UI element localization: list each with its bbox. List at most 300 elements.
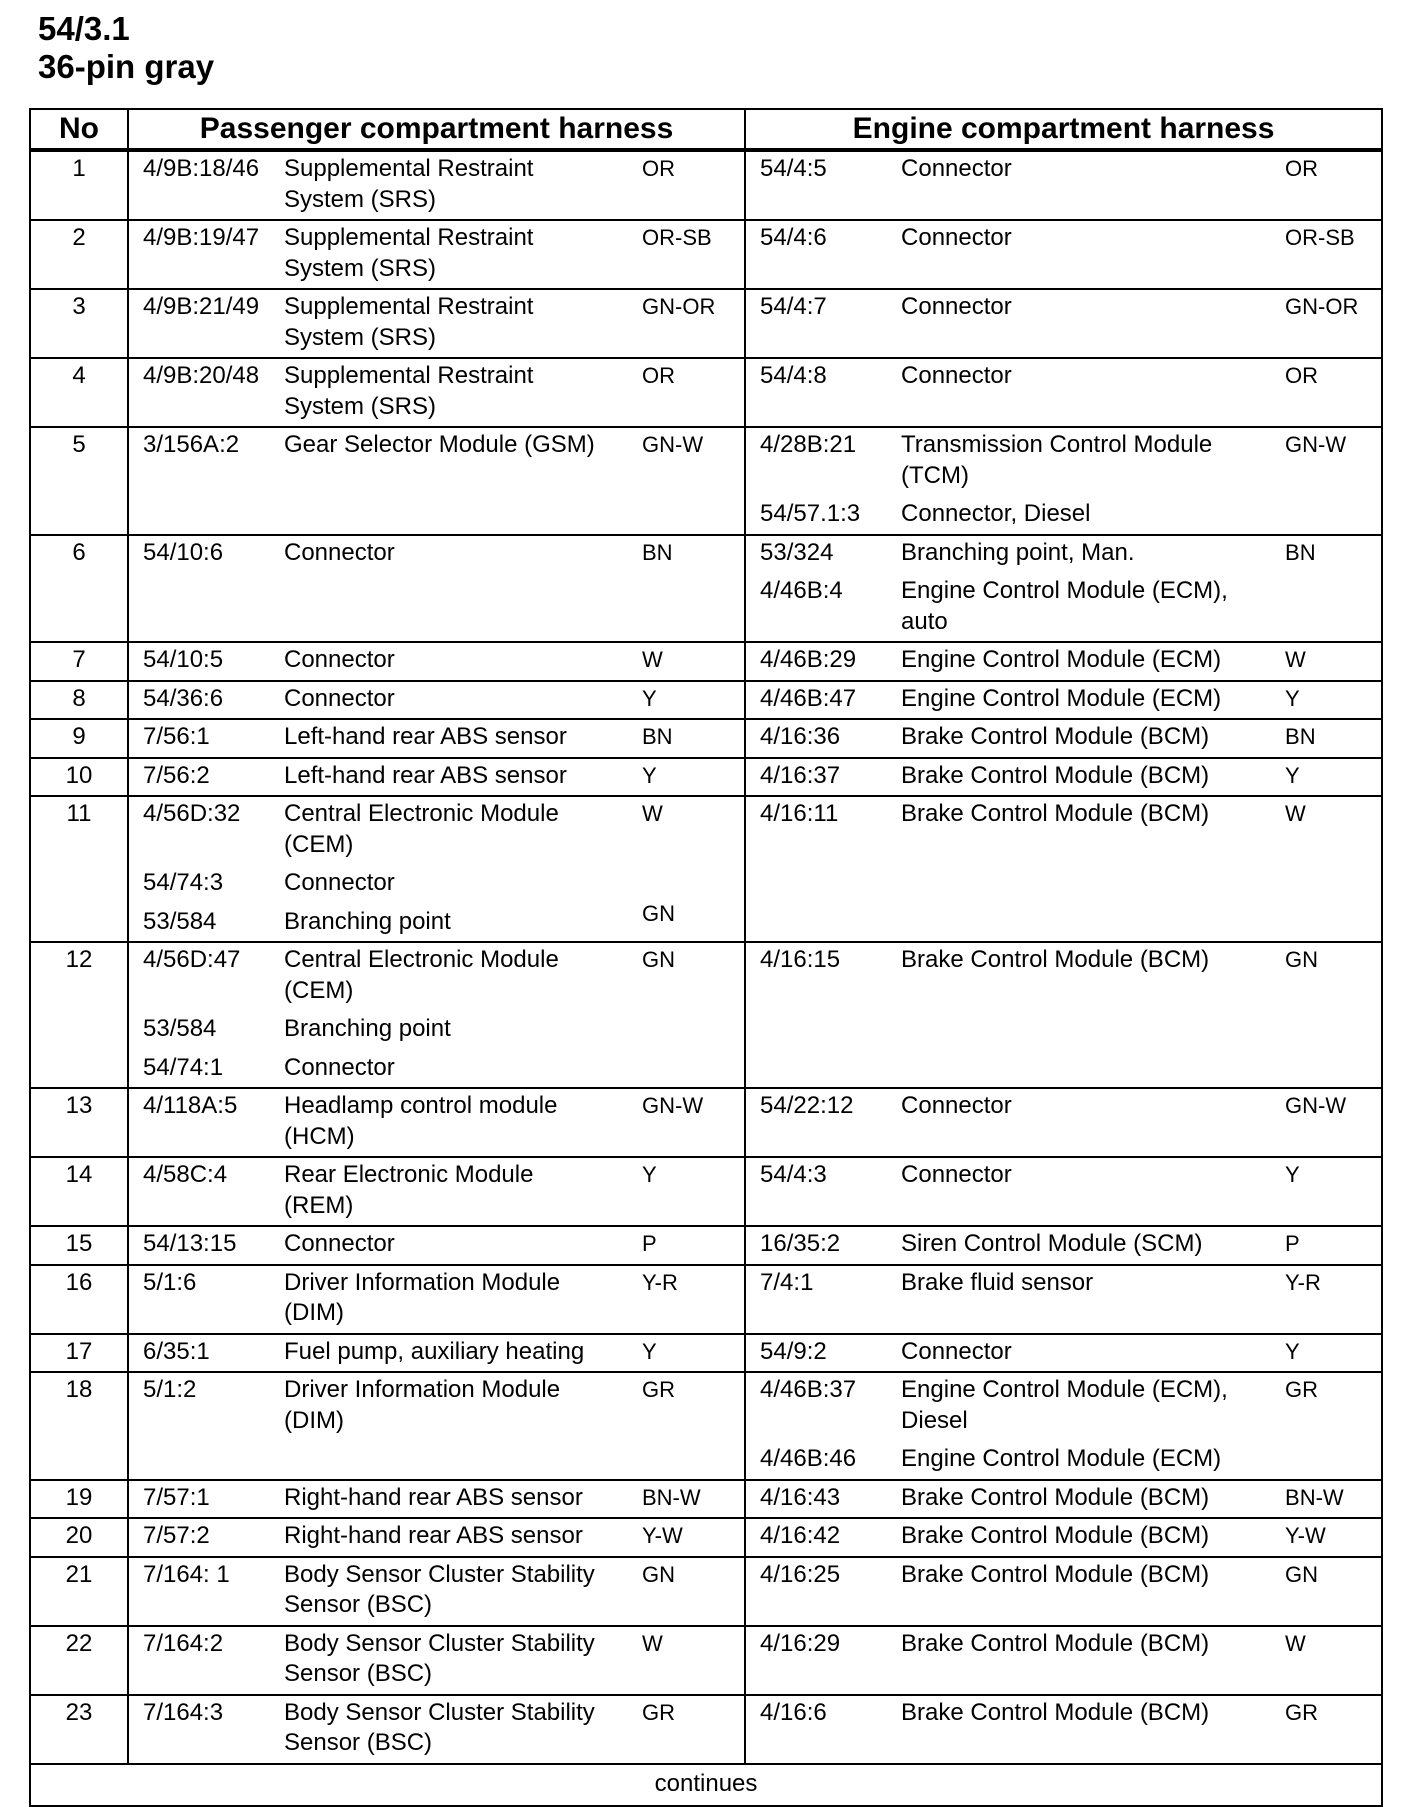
passenger-desc-cell (270, 642, 628, 681)
engine-wire-color (1271, 1557, 1382, 1626)
engine-wire-color (1271, 220, 1382, 289)
passenger-desc-cell (270, 535, 628, 643)
engine-desc: Engine Control Module (ECM), (901, 1376, 1228, 1403)
passenger-wire-color (628, 1334, 745, 1373)
passenger-desc-cell (270, 1372, 628, 1480)
passenger-code-cell (128, 758, 270, 797)
passenger-wire-color (628, 1088, 745, 1157)
passenger-wire-color (628, 1695, 745, 1764)
table-row (30, 1557, 1382, 1626)
engine-code-cell (745, 1557, 887, 1626)
wire-color-code: Y (1285, 1162, 1300, 1187)
passenger-desc: Sensor (BSC) (284, 1729, 433, 1756)
wire-color-code: GR (1285, 1699, 1319, 1725)
passenger-wire-color (628, 642, 745, 681)
passenger-desc: Body Sensor Cluster Stability (284, 1698, 595, 1726)
passenger-desc-cell (270, 427, 628, 535)
passenger-wire-color (628, 942, 745, 1088)
wire-color-code: BN-W (1285, 1484, 1344, 1510)
wire-color-code: GN (642, 1561, 675, 1587)
page-heading (38, 10, 214, 86)
engine-wire-color (1271, 719, 1382, 758)
wire-color-code: OR-SB (642, 225, 712, 250)
passenger-desc: (DIM) (284, 1406, 344, 1434)
pin-number: 15 (30, 1226, 128, 1265)
engine-wire-color (1271, 1226, 1382, 1265)
engine-code: 4/46B:46 (760, 1445, 857, 1472)
wire-color-code: GN (1285, 1561, 1319, 1587)
wire-color-code: GN-OR (642, 294, 716, 319)
engine-desc: Connector (901, 1092, 1012, 1119)
engine-desc: Transmission Control Module (901, 431, 1213, 458)
passenger-wire-color (628, 796, 745, 942)
pin-number: 14 (30, 1157, 128, 1226)
engine-code: 4/16:11 (760, 800, 839, 827)
engine-wire-color (1271, 681, 1382, 720)
wire-color-code: OR (1285, 156, 1319, 181)
table-row (30, 681, 1382, 720)
engine-wire-color (1271, 1157, 1382, 1226)
engine-code: 4/16:36 (760, 723, 841, 750)
table-row (30, 1334, 1382, 1373)
passenger-code-cell (128, 1334, 270, 1373)
passenger-code-cell (128, 681, 270, 720)
engine-desc-cell (887, 427, 1271, 535)
engine-desc: Engine Control Module (ECM), (901, 577, 1228, 604)
wire-color-code: W (1285, 801, 1306, 826)
wire-color-code: Y-R (1285, 1269, 1321, 1295)
passenger-wire-color (628, 289, 745, 358)
engine-wire-color (1271, 427, 1382, 535)
engine-code: 53/324 (760, 538, 834, 566)
passenger-desc: (DIM) (284, 1299, 344, 1326)
table-row (30, 150, 1382, 220)
passenger-code: 7/56:2 (143, 761, 210, 789)
engine-desc: Engine Control Module (ECM) (901, 646, 1222, 673)
engine-code-cell (745, 150, 887, 220)
engine-wire-color (1271, 1626, 1382, 1695)
engine-desc: Brake fluid sensor (901, 1268, 1094, 1296)
table-row (30, 1088, 1382, 1157)
wire-color-code: GN (642, 900, 675, 926)
passenger-desc: Right-hand rear ABS sensor (284, 1522, 583, 1549)
engine-desc: Brake Control Module (BCM) (901, 1560, 1210, 1588)
engine-code: 4/46B:37 (760, 1376, 857, 1403)
engine-wire-color (1271, 289, 1382, 358)
engine-code-cell (745, 681, 887, 720)
pin-number: 12 (30, 942, 128, 1088)
engine-desc-cell (887, 758, 1271, 797)
engine-desc: Brake Control Module (BCM) (901, 761, 1210, 789)
passenger-code-cell (128, 358, 270, 427)
passenger-code: 4/56D:47 (143, 946, 241, 973)
engine-wire-color (1271, 1334, 1382, 1373)
table-row (30, 942, 1382, 1088)
wire-color-code: BN-W (642, 1484, 701, 1510)
passenger-desc: Body Sensor Cluster Stability (284, 1629, 595, 1657)
passenger-wire-color (628, 1518, 745, 1557)
pin-number: 21 (30, 1557, 128, 1626)
passenger-code: 4/58C:4 (143, 1161, 228, 1188)
passenger-code-cell (128, 1626, 270, 1695)
engine-code: 54/4:3 (760, 1161, 827, 1188)
header-no: No (30, 109, 128, 150)
engine-code-cell (745, 642, 887, 681)
engine-code: 4/16:43 (760, 1483, 841, 1511)
passenger-code: 7/164: 1 (143, 1560, 230, 1588)
passenger-desc: Connector (284, 869, 395, 896)
engine-desc-cell (887, 1557, 1271, 1626)
wire-color-code: Y-R (642, 1269, 678, 1295)
passenger-wire-color (628, 719, 745, 758)
passenger-desc: Sensor (BSC) (284, 1660, 433, 1687)
engine-code: 54/57.1:3 (760, 500, 861, 527)
table-row (30, 642, 1382, 681)
engine-code-cell (745, 358, 887, 427)
wire-color-code: GN-W (1285, 432, 1347, 457)
wire-color-code: W (642, 647, 663, 672)
header-engine-harness: Engine compartment harness (745, 109, 1382, 150)
engine-desc-cell (887, 1157, 1271, 1226)
table-row (30, 427, 1382, 535)
passenger-code: 54/10:5 (143, 646, 224, 673)
passenger-wire-color (628, 358, 745, 427)
passenger-desc-cell (270, 1518, 628, 1557)
engine-desc: Connector (901, 155, 1012, 182)
table-row (30, 289, 1382, 358)
passenger-desc-cell (270, 1626, 628, 1695)
passenger-code: 7/57:1 (143, 1483, 210, 1511)
heading-connector-id: 54/3.1 (38, 10, 130, 47)
engine-code-cell (745, 1226, 887, 1265)
engine-code-cell (745, 1626, 887, 1695)
passenger-desc: Driver Information Module (284, 1376, 561, 1403)
passenger-desc-cell (270, 150, 628, 220)
engine-desc: Connector (901, 1337, 1012, 1365)
passenger-code: 54/13:15 (143, 1230, 237, 1257)
table-row (30, 220, 1382, 289)
passenger-desc: Central Electronic Module (284, 800, 559, 827)
passenger-code-cell (128, 642, 270, 681)
wire-color-code: Y (642, 1162, 657, 1187)
passenger-desc: Sensor (BSC) (284, 1591, 433, 1618)
passenger-desc: System (SRS) (284, 392, 437, 420)
table-row (30, 1157, 1382, 1226)
table-row (30, 535, 1382, 643)
wire-color-code: GR (642, 1377, 675, 1402)
table-header-row (30, 109, 1382, 150)
passenger-desc-cell (270, 942, 628, 1088)
passenger-wire-color (628, 1372, 745, 1480)
engine-desc: Branching point, Man. (901, 538, 1135, 566)
engine-code-cell (745, 1695, 887, 1764)
passenger-desc: Connector (284, 538, 395, 566)
pin-number: 7 (30, 642, 128, 681)
engine-code: 4/46B:4 (760, 577, 843, 604)
passenger-wire-color (628, 220, 745, 289)
engine-desc: Brake Control Module (BCM) (901, 1522, 1210, 1549)
engine-desc: Connector (901, 293, 1012, 320)
passenger-desc: Branching point (284, 1015, 451, 1042)
passenger-desc: Connector (284, 684, 395, 712)
passenger-desc: (CEM) (284, 830, 354, 858)
passenger-code: 54/10:6 (143, 538, 224, 566)
passenger-code: 53/584 (143, 907, 217, 935)
passenger-code: 5/1:6 (143, 1268, 197, 1296)
passenger-wire-color (628, 1557, 745, 1626)
wire-color-code: P (642, 1231, 657, 1256)
engine-code: 16/35:2 (760, 1230, 841, 1257)
passenger-code: 4/9B:18/46 (143, 155, 260, 182)
pin-number: 13 (30, 1088, 128, 1157)
passenger-desc: Headlamp control module (284, 1092, 558, 1119)
passenger-code: 5/1:2 (143, 1376, 197, 1403)
pin-number: 3 (30, 289, 128, 358)
passenger-wire-color (628, 150, 745, 220)
pin-number: 11 (30, 796, 128, 942)
engine-code: 54/4:6 (760, 224, 827, 251)
table-row (30, 1626, 1382, 1695)
engine-code-cell (745, 220, 887, 289)
engine-code: 4/28B:21 (760, 431, 857, 458)
passenger-code-cell (128, 942, 270, 1088)
engine-wire-color (1271, 796, 1382, 942)
passenger-desc: Connector (284, 1230, 395, 1257)
passenger-code: 54/74:3 (143, 869, 224, 896)
engine-desc: Brake Control Module (BCM) (901, 946, 1210, 973)
wire-color-code: BN (642, 724, 673, 749)
passenger-desc: System (SRS) (284, 323, 437, 351)
passenger-desc-cell (270, 796, 628, 942)
passenger-code: 4/9B:21/49 (143, 293, 260, 320)
passenger-code: 4/9B:20/48 (143, 362, 260, 389)
engine-desc: auto (901, 607, 948, 635)
passenger-code: 54/74:1 (143, 1053, 224, 1081)
engine-desc: Connector (901, 224, 1012, 251)
passenger-desc: Fuel pump, auxiliary heating (284, 1337, 585, 1365)
wire-color-code: BN (1285, 539, 1316, 565)
wire-color-code: OR-SB (1285, 225, 1355, 250)
passenger-code-cell (128, 1265, 270, 1334)
passenger-wire-color (628, 1265, 745, 1334)
engine-desc: Engine Control Module (ECM) (901, 1445, 1222, 1472)
wire-color-code: Y (1285, 1338, 1300, 1364)
passenger-desc: Connector (284, 646, 395, 673)
passenger-desc-cell (270, 1480, 628, 1519)
passenger-desc-cell (270, 719, 628, 758)
wire-color-code: W (642, 801, 663, 826)
passenger-code-cell (128, 719, 270, 758)
engine-desc-cell (887, 1088, 1271, 1157)
pin-number: 18 (30, 1372, 128, 1480)
wire-color-code: GR (642, 1699, 675, 1725)
engine-desc: Brake Control Module (BCM) (901, 1483, 1210, 1511)
engine-wire-color (1271, 1088, 1382, 1157)
engine-desc: Brake Control Module (BCM) (901, 723, 1210, 750)
passenger-desc-cell (270, 1157, 628, 1226)
heading-connector-type: 36-pin gray (38, 48, 215, 85)
engine-desc: Connector, Diesel (901, 500, 1091, 527)
passenger-code-cell (128, 1557, 270, 1626)
engine-code-cell (745, 1372, 887, 1480)
passenger-wire-color (628, 427, 745, 535)
wire-color-code: Y-W (642, 1523, 683, 1548)
wire-color-code: W (642, 1630, 663, 1656)
passenger-code: 7/56:1 (143, 723, 210, 750)
table-row (30, 1480, 1382, 1519)
passenger-desc: Rear Electronic Module (284, 1161, 534, 1188)
wire-color-code: Y (642, 685, 657, 711)
wire-color-code: W (1285, 1630, 1306, 1656)
engine-desc: Brake Control Module (BCM) (901, 800, 1210, 827)
passenger-code-cell (128, 1157, 270, 1226)
passenger-desc-cell (270, 289, 628, 358)
wire-color-code: GN-OR (1285, 294, 1359, 319)
passenger-desc-cell (270, 1334, 628, 1373)
passenger-desc: System (SRS) (284, 185, 437, 213)
passenger-code: 7/164:2 (143, 1629, 224, 1657)
wire-color-code: BN (1285, 724, 1316, 749)
table-row (30, 358, 1382, 427)
engine-code-cell (745, 719, 887, 758)
engine-desc: Connector (901, 362, 1012, 389)
wire-color-code: GN-W (1285, 1093, 1347, 1118)
engine-desc-cell (887, 358, 1271, 427)
passenger-code-cell (128, 1226, 270, 1265)
engine-code-cell (745, 535, 887, 643)
passenger-desc: Driver Information Module (284, 1268, 561, 1296)
pin-number: 23 (30, 1695, 128, 1764)
wire-color-code: Y (642, 762, 657, 788)
passenger-desc-cell (270, 1265, 628, 1334)
passenger-code-cell (128, 1480, 270, 1519)
table-row (30, 796, 1382, 942)
table-row (30, 758, 1382, 797)
wire-color-code: GN (642, 947, 675, 972)
engine-wire-color (1271, 1695, 1382, 1764)
engine-desc-cell (887, 796, 1271, 942)
wire-color-code: GN (1285, 947, 1319, 972)
pin-number: 9 (30, 719, 128, 758)
engine-desc-cell (887, 220, 1271, 289)
wire-color-code: Y-W (1285, 1523, 1326, 1548)
engine-desc-cell (887, 1695, 1271, 1764)
passenger-code-cell (128, 1518, 270, 1557)
engine-desc: Brake Control Module (BCM) (901, 1629, 1210, 1657)
passenger-desc: Supplemental Restraint (284, 224, 534, 251)
engine-desc-cell (887, 1480, 1271, 1519)
engine-code-cell (745, 1157, 887, 1226)
pin-number: 19 (30, 1480, 128, 1519)
passenger-code: 7/57:2 (143, 1522, 210, 1549)
engine-desc: Connector (901, 1161, 1012, 1188)
engine-code: 4/16:37 (760, 761, 841, 789)
engine-code: 4/46B:29 (760, 646, 857, 673)
passenger-desc-cell (270, 1088, 628, 1157)
passenger-wire-color (628, 1480, 745, 1519)
pin-number: 4 (30, 358, 128, 427)
pin-number: 6 (30, 535, 128, 643)
engine-code-cell (745, 427, 887, 535)
table-row (30, 1695, 1382, 1764)
wire-color-code: Y (1285, 685, 1300, 711)
wire-color-code: GR (1285, 1377, 1319, 1402)
engine-code: 4/16:25 (760, 1560, 841, 1588)
engine-wire-color (1271, 1480, 1382, 1519)
engine-wire-color (1271, 535, 1382, 643)
engine-code: 4/16:29 (760, 1629, 841, 1657)
passenger-desc: Supplemental Restraint (284, 362, 534, 389)
passenger-code-cell (128, 220, 270, 289)
engine-wire-color (1271, 1372, 1382, 1480)
pin-number: 16 (30, 1265, 128, 1334)
passenger-desc: Left-hand rear ABS sensor (284, 723, 567, 750)
engine-desc-cell (887, 642, 1271, 681)
passenger-desc-cell (270, 1226, 628, 1265)
passenger-desc: Body Sensor Cluster Stability (284, 1560, 595, 1588)
engine-desc-cell (887, 719, 1271, 758)
engine-code: 54/4:5 (760, 155, 827, 182)
passenger-desc: (REM) (284, 1191, 354, 1219)
engine-wire-color (1271, 758, 1382, 797)
engine-code-cell (745, 758, 887, 797)
table-row (30, 1265, 1382, 1334)
passenger-code: 3/156A:2 (143, 431, 240, 458)
engine-desc-cell (887, 681, 1271, 720)
engine-desc-cell (887, 1626, 1271, 1695)
pin-number: 17 (30, 1334, 128, 1373)
passenger-code-cell (128, 535, 270, 643)
passenger-code-cell (128, 796, 270, 942)
table-row (30, 1226, 1382, 1265)
passenger-code: 53/584 (143, 1015, 217, 1042)
engine-wire-color (1271, 1518, 1382, 1557)
wire-color-code: BN (642, 539, 673, 565)
passenger-desc: Supplemental Restraint (284, 155, 534, 182)
passenger-desc-cell (270, 681, 628, 720)
passenger-code: 4/56D:32 (143, 800, 241, 827)
passenger-desc: (HCM) (284, 1122, 355, 1150)
engine-code-cell (745, 1265, 887, 1334)
passenger-desc: Central Electronic Module (284, 946, 559, 973)
wire-color-code: W (1285, 647, 1306, 672)
passenger-code: 54/36:6 (143, 684, 224, 712)
passenger-code-cell (128, 1088, 270, 1157)
engine-desc: Siren Control Module (SCM) (901, 1230, 1203, 1257)
engine-code-cell (745, 289, 887, 358)
passenger-code-cell (128, 150, 270, 220)
engine-desc-cell (887, 535, 1271, 643)
passenger-desc-cell (270, 220, 628, 289)
wire-color-code: GN-W (642, 432, 704, 457)
table-row (30, 719, 1382, 758)
engine-code: 4/46B:47 (760, 684, 857, 712)
engine-desc-cell (887, 942, 1271, 1088)
pin-number: 2 (30, 220, 128, 289)
passenger-desc-cell (270, 758, 628, 797)
passenger-desc: Supplemental Restraint (284, 293, 534, 320)
passenger-wire-color (628, 758, 745, 797)
passenger-code: 4/9B:19/47 (143, 224, 260, 251)
table-row (30, 1372, 1382, 1480)
passenger-wire-color (628, 1157, 745, 1226)
table-row (30, 1518, 1382, 1557)
passenger-desc: System (SRS) (284, 254, 437, 282)
engine-code: 4/16:6 (760, 1698, 827, 1726)
passenger-wire-color (628, 681, 745, 720)
engine-desc-cell (887, 1265, 1271, 1334)
wire-color-code: OR (642, 363, 675, 388)
